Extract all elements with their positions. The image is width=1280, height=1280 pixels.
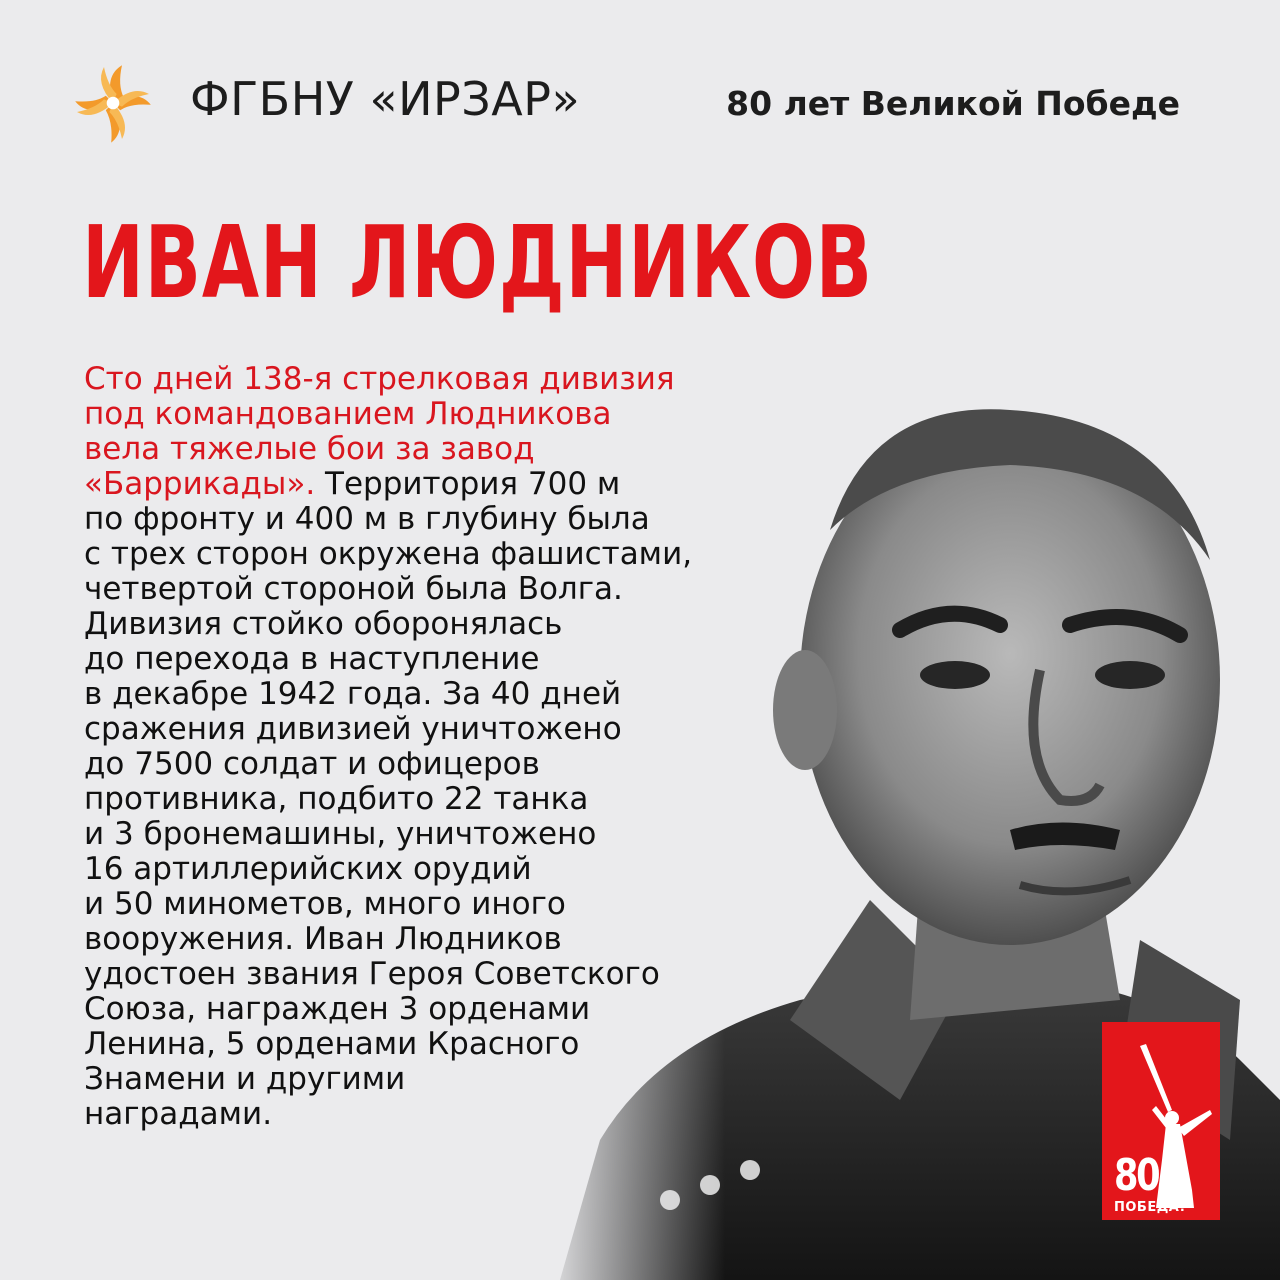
sun-spiral-logo-icon [68, 58, 158, 148]
badge-word: ПОБЕДА! [1114, 1200, 1186, 1215]
text-line: Дивизия стойко оборонялась [84, 606, 563, 642]
text-line [84, 467, 814, 502]
text-line: удостоен звания Героя Советского [84, 956, 660, 992]
badge-number: 80 [1114, 1150, 1159, 1201]
text-line: сражения дивизией уничтожено [84, 711, 622, 747]
text-line: Сто дней 138-я стрелковая дивизия [84, 361, 675, 397]
victory-80-badge [1102, 1022, 1220, 1220]
text-line: вела тяжелые бои за завод [84, 431, 535, 467]
text-line: и 50 минометов, много иного [84, 886, 566, 922]
text-line: противника, подбито 22 танка [84, 781, 589, 817]
text-line: по фронту и 400 м в глубину была [84, 501, 650, 537]
text-line: наградами. [84, 1096, 273, 1132]
text-line: в декабре 1942 года. За 40 дней [84, 676, 622, 712]
text-line: вооружения. Иван Людников [84, 921, 562, 957]
text-line: четвертой стороной была Волга. [84, 571, 623, 607]
biography-text [84, 362, 814, 1132]
text-line: под командованием Людникова [84, 396, 612, 432]
text-line: и 3 бронемашины, уничтожено [84, 816, 597, 852]
text-line: до 7500 солдат и офицеров [84, 746, 540, 782]
anniversary-caption: 80 лет Великой Победе [726, 84, 1180, 123]
text-line: с трех сторон окружена фашистами, [84, 536, 693, 572]
organization-name: ФГБНУ «ИРЗАР» [190, 72, 581, 126]
text-line: 16 артиллерийских орудий [84, 851, 532, 887]
page-title: ИВАН ЛЮДНИКОВ [82, 204, 873, 321]
text-line: Союза, награжден 3 орденами [84, 991, 591, 1027]
text-fragment: Территория 700 м [315, 466, 621, 502]
text-line: до перехода в наступление [84, 641, 540, 677]
text-line: Ленина, 5 орденами Красного [84, 1026, 580, 1062]
text-line: Знамени и другими [84, 1061, 406, 1097]
highlight-text: «Баррикады». [84, 466, 316, 502]
